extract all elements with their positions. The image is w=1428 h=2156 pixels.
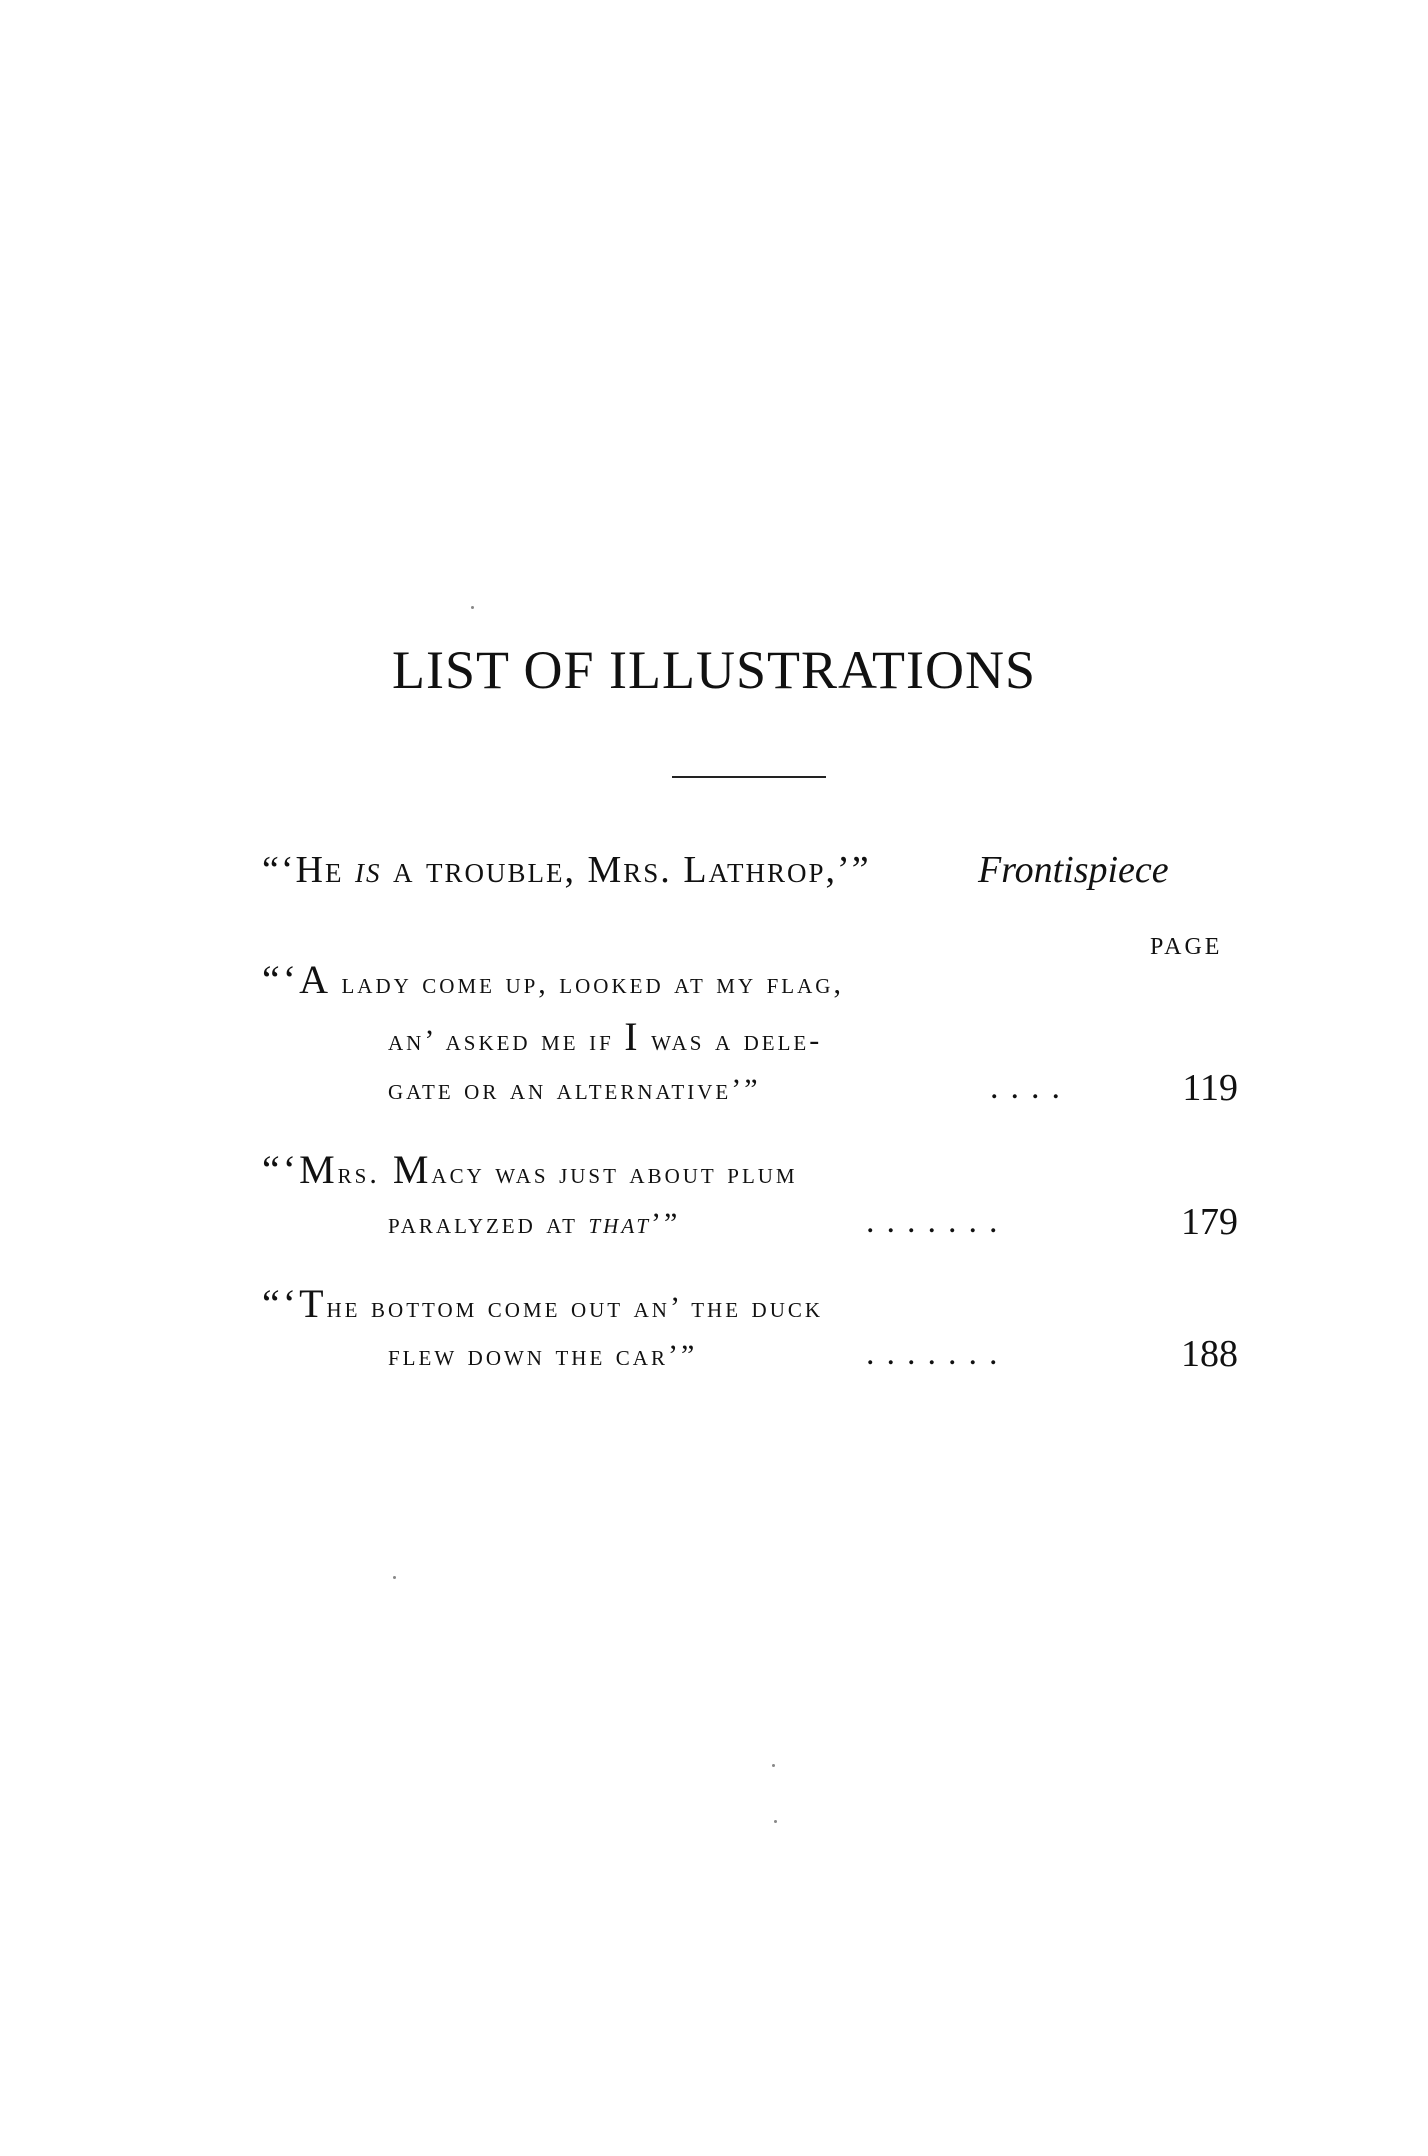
page-number: 179 xyxy=(1181,1201,1238,1243)
frontispiece-label: Frontispiece xyxy=(978,849,1169,891)
entry-1-line-1 xyxy=(262,957,844,1004)
caption-emphasis: is xyxy=(354,849,382,891)
scan-speck xyxy=(772,1764,775,1767)
entry-initial: “‘A xyxy=(262,957,331,1002)
entry-text: paralyzed at xyxy=(388,1207,589,1240)
scan-speck xyxy=(471,606,474,609)
entry-initial: “‘T xyxy=(262,1281,327,1326)
entry-3-line-2 xyxy=(388,1336,697,1376)
caption-initial: L xyxy=(671,849,709,891)
page-number: 119 xyxy=(1182,1067,1238,1109)
dot-leader: .... xyxy=(990,1069,1072,1106)
entry-text: was just about plum xyxy=(484,1157,798,1190)
page-number: 188 xyxy=(1181,1333,1238,1375)
entry-initial: M xyxy=(379,1147,432,1192)
entry-text: ’” xyxy=(651,1207,681,1240)
title-divider xyxy=(672,776,826,778)
scan-speck xyxy=(774,1820,777,1823)
entry-3-line-1 xyxy=(262,1281,824,1328)
caption-text: e xyxy=(324,849,344,891)
entry-text: bottom come out an’ the duck xyxy=(360,1291,824,1324)
quote-open: “‘ xyxy=(262,849,296,891)
entry-text: acy xyxy=(431,1157,485,1190)
entry-text: I xyxy=(624,1014,641,1059)
entry-2-line-2 xyxy=(388,1204,680,1244)
caption-text: athrop,’” xyxy=(708,849,871,891)
entry-1-line-2 xyxy=(388,1014,823,1061)
entry-2-line-1 xyxy=(262,1147,798,1194)
page-column-heading: PAGE xyxy=(1150,934,1223,960)
entry-text: he xyxy=(326,1291,361,1324)
entry-text: gate or an alternative’” xyxy=(388,1073,761,1106)
scan-speck xyxy=(393,1576,396,1579)
caption-initial: M xyxy=(587,849,624,891)
entry-text: lady come up, looked at my flag, xyxy=(330,967,844,1000)
dot-leader: ....... xyxy=(866,1203,1010,1240)
dot-leader: ....... xyxy=(866,1335,1010,1372)
entry-text: rs. xyxy=(337,1157,380,1190)
entry-1-line-3 xyxy=(388,1070,761,1110)
entry-text: was a dele- xyxy=(640,1024,823,1057)
entry-text: flew down the car’” xyxy=(388,1339,698,1372)
caption-text: a trouble, xyxy=(381,849,588,891)
caption-text: rs. xyxy=(623,849,672,891)
entry-text: an’ asked me if xyxy=(388,1024,625,1057)
page-title: LIST OF ILLUSTRATIONS xyxy=(391,640,1037,700)
caption-initial: H xyxy=(295,849,325,891)
entry-initial: “‘M xyxy=(262,1147,338,1192)
entry-emphasis: that xyxy=(588,1207,652,1240)
frontispiece-caption xyxy=(262,848,871,892)
